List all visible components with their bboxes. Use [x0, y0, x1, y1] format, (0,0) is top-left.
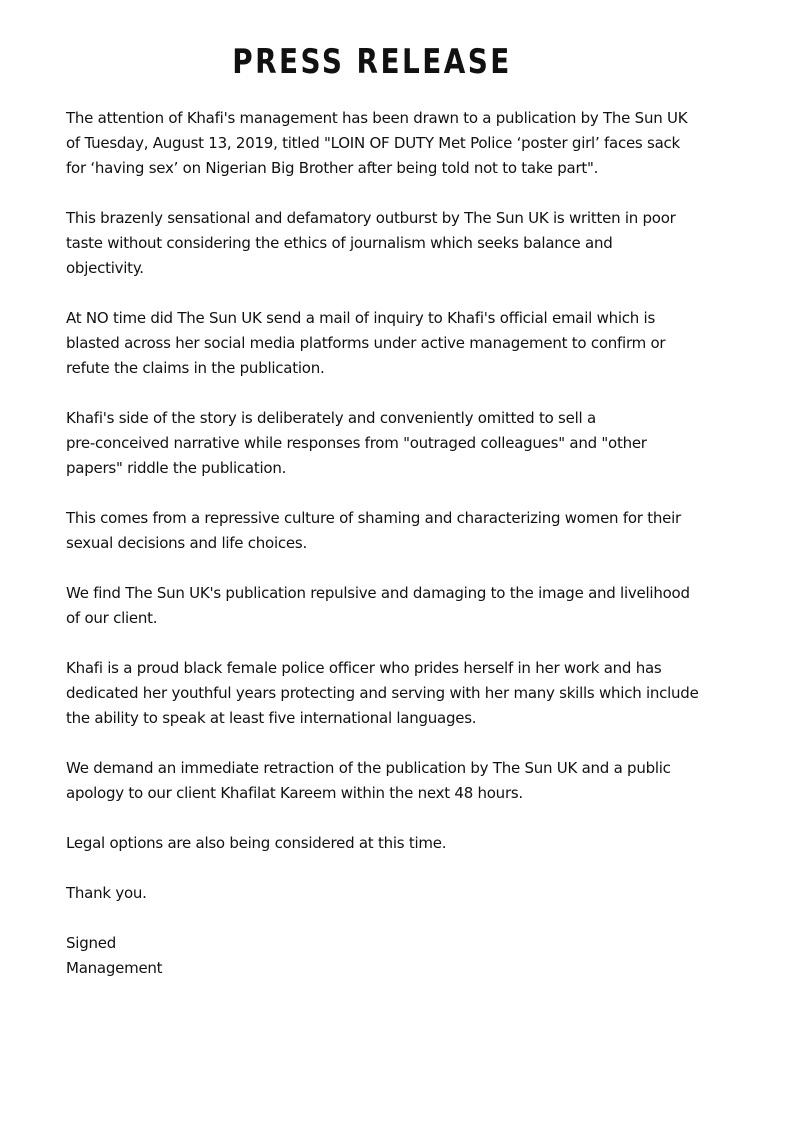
paragraph	[66, 881, 734, 906]
paragraph-line: This brazenly sensational and defamatory outburst by The Sun UK is written in poor	[66, 209, 676, 227]
paragraph-line: taste without considering the ethics of journalism which seeks balance and	[66, 234, 613, 252]
paragraph	[66, 756, 734, 806]
paragraph-line: The attention of Khafi's management has been drawn to a publication by The Sun UK	[66, 109, 688, 127]
paragraph	[66, 581, 734, 631]
page-title: PRESS RELEASE	[232, 42, 512, 82]
paragraph-line: This comes from a repressive culture of shaming and characterizing women for their	[66, 509, 681, 527]
press-release-body	[66, 106, 734, 981]
paragraph-line: At NO time did The Sun UK send a mail of inquiry to Khafi's official email which is	[66, 309, 656, 327]
paragraph-line: the ability to speak at least five international languages.	[66, 709, 477, 727]
paragraph	[66, 106, 734, 181]
paragraph-line: papers" riddle the publication.	[66, 459, 287, 477]
paragraph-line: We find The Sun UK's publication repulsive and damaging to the image and livelihood	[66, 584, 690, 602]
signoff-management: Management	[66, 959, 163, 977]
paragraph-line: Khafi is a proud black female police officer who prides herself in her work and has	[66, 659, 662, 677]
paragraph-line: pre-conceived narrative while responses from "outraged colleagues" and "other	[66, 434, 647, 452]
signoff-signed: Signed	[66, 934, 116, 952]
signoff	[66, 931, 734, 981]
paragraph	[66, 206, 734, 281]
paragraph-line: blasted across her social media platforms under active management to confirm or	[66, 334, 666, 352]
paragraph-line: sexual decisions and life choices.	[66, 534, 307, 552]
paragraph	[66, 406, 734, 481]
paragraph-line: of our client.	[66, 609, 158, 627]
paragraph-line: Legal options are also being considered at this time.	[66, 834, 447, 852]
paragraph-line: dedicated her youthful years protecting and serving with her many skills which include	[66, 684, 699, 702]
paragraph	[66, 506, 734, 556]
paragraph-line: objectivity.	[66, 259, 144, 277]
paragraph-line: for ‘having sex’ on Nigerian Big Brother after being told not to take part".	[66, 159, 599, 177]
paragraph	[66, 831, 734, 856]
paragraph-line: of Tuesday, August 13, 2019, titled "LOIN OF DUTY Met Police ‘poster girl’ faces sack	[66, 134, 680, 152]
paragraph-line: We demand an immediate retraction of the publication by The Sun UK and a public	[66, 759, 671, 777]
paragraph-line: refute the claims in the publication.	[66, 359, 325, 377]
paragraph-list	[66, 106, 734, 906]
paragraph	[66, 306, 734, 381]
paragraph-line: Khafi's side of the story is deliberately and conveniently omitted to sell a	[66, 409, 596, 427]
paragraph-line: apology to our client Khafilat Kareem within the next 48 hours.	[66, 784, 523, 802]
paragraph-line: Thank you.	[66, 884, 147, 902]
paragraph	[66, 656, 734, 731]
